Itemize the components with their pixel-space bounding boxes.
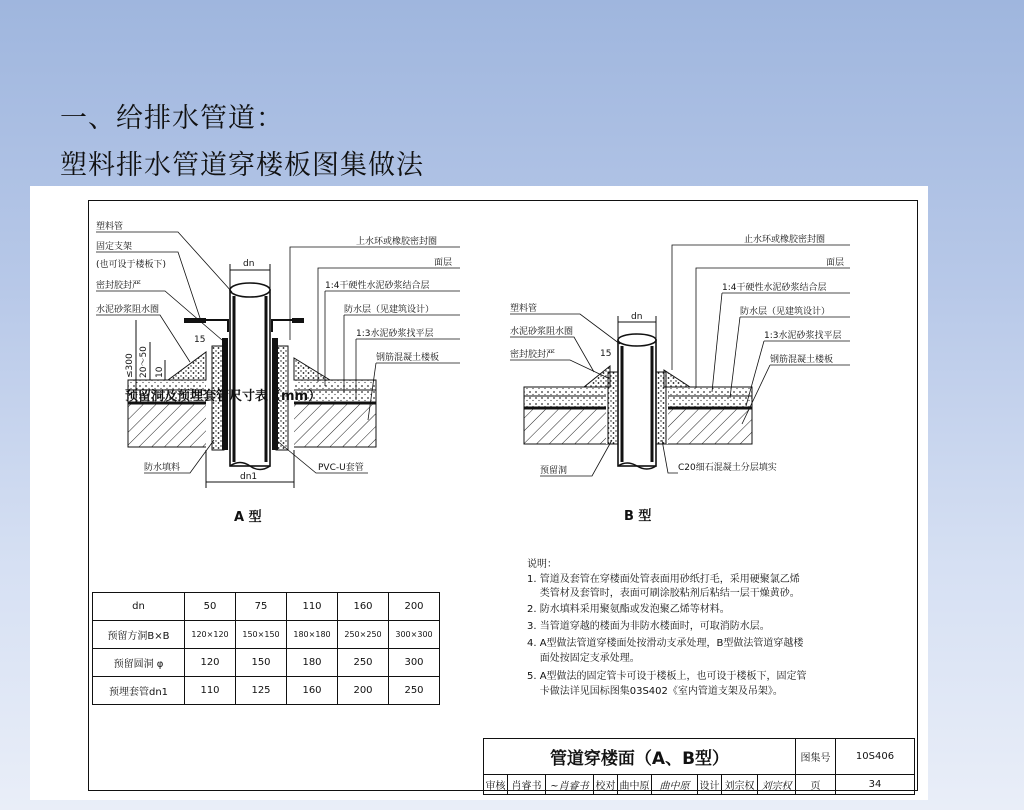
note-line: 2. 防水填料采用聚氨酯或发泡聚乙烯等材料。	[527, 604, 730, 615]
dim-dn-b: dn	[631, 312, 643, 322]
designer-name: 刘宗权	[722, 774, 758, 794]
dim-300: ≤300	[125, 353, 135, 378]
notes-heading: 说明：	[527, 559, 557, 570]
designer-signature: 刘宗权	[758, 774, 796, 794]
design-label: 设计	[698, 774, 722, 794]
label-b-right-1: 止水环或橡胶密封圈	[744, 235, 826, 245]
table-cell: 250	[338, 649, 389, 677]
dim-10: 10	[155, 366, 165, 378]
heading-line-1: 一、给排水管道：	[60, 103, 284, 134]
note-line: 5. A型做法的固定管卡可设于楼板上，也可设于楼板下，固定管	[527, 671, 807, 682]
label-b-right-2: 面层	[826, 258, 845, 268]
dim-15-a: 15	[194, 335, 206, 345]
label-a-bottom-right: PVC-U套管	[318, 463, 364, 473]
table-cell: 预留方洞B×B	[93, 621, 185, 649]
label-a-left-1: 塑料管	[96, 222, 124, 232]
table-cell: dn	[93, 593, 185, 621]
dim-15-b: 15	[600, 349, 612, 359]
table-header-row	[93, 593, 440, 621]
drawing-title: 管道穿楼面（A、B型）	[484, 739, 796, 774]
table-cell: 180×180	[287, 621, 338, 649]
label-b-right-6: 钢筋混凝土楼板	[770, 355, 834, 365]
size-table-title: 预留洞及预埋套管尺寸表（mm）	[125, 389, 322, 404]
table-cell: 120×120	[185, 621, 236, 649]
table-cell: 120	[185, 649, 236, 677]
note-line: 面处按固定支承处理。	[527, 653, 640, 664]
drawing-b	[510, 233, 850, 524]
note-line: 卡做法详见国标图集03S402《室内管道支架及吊架》。	[527, 686, 783, 697]
label-a-right-4: 防水层（见建筑设计）	[344, 305, 435, 315]
table-cell: 50	[185, 593, 236, 621]
table-cell: 200	[338, 677, 389, 705]
table-row	[93, 621, 440, 649]
table-cell: 250×250	[338, 621, 389, 649]
pipe-a	[230, 290, 270, 466]
label-b-right-3: 1:4干硬性水泥砂浆结合层	[722, 283, 827, 293]
title-block	[483, 738, 915, 795]
label-a-right-2: 面层	[434, 258, 453, 268]
page-label: 页	[796, 774, 836, 794]
atlas-label: 图集号	[796, 739, 836, 774]
review-label: 审核	[484, 774, 508, 794]
checker-name: 曲中原	[618, 774, 652, 794]
label-b-right-4: 防水层（见建筑设计）	[740, 307, 831, 317]
dim-dn-a: dn	[243, 259, 255, 269]
atlas-number: 10S406	[855, 751, 895, 762]
dim-dn1-a: dn1	[240, 472, 258, 482]
label-b-right-5: 1:3水泥砂浆找平层	[764, 331, 842, 341]
table-cell: 150×150	[236, 621, 287, 649]
table-cell: 75	[236, 593, 287, 621]
note-line: 1. 管道及套管在穿楼面处管表面用砂纸打毛，采用硬聚氯乙烯	[527, 574, 800, 585]
pipe-b	[618, 340, 656, 466]
label-b-bottom-right: C20细石混凝土分层填实	[678, 463, 777, 473]
table-cell: 110	[185, 677, 236, 705]
page-number: 34	[868, 778, 882, 790]
label-a-right-5: 1:3水泥砂浆找平层	[356, 329, 434, 339]
type-b-label: B 型	[624, 509, 652, 524]
checker-signature: 曲中原	[652, 774, 698, 794]
reviewer-name: 肖睿书	[508, 774, 546, 794]
table-cell: 160	[338, 593, 389, 621]
table-cell: 180	[287, 649, 338, 677]
table-cell: 150	[236, 649, 287, 677]
dim-20-50: 20～50	[139, 346, 149, 378]
table-cell: 250	[389, 677, 440, 705]
drawing-a	[96, 220, 460, 525]
label-a-left-2: 固定支架	[96, 242, 133, 252]
type-a-label: A 型	[234, 510, 262, 525]
check-label: 校对	[594, 774, 618, 794]
label-b-left-2: 水泥砂浆阻水圈	[510, 327, 574, 337]
reviewer-signature: ~肖睿书	[546, 774, 594, 794]
heading-line-2: 塑料排水管道穿楼板图集做法	[60, 150, 424, 181]
table-row	[93, 649, 440, 677]
table-cell: 300	[389, 649, 440, 677]
table-cell: 200	[389, 593, 440, 621]
table-cell: 预留圆洞 φ	[93, 649, 185, 677]
note-line: 类管材及套管时，表面可刷涂胶粘剂后粘结一层干燥黄砂。	[527, 588, 800, 599]
label-a-right-3: 1:4干硬性水泥砂浆结合层	[325, 281, 430, 291]
note-line: 3. 当管道穿越的楼面为非防水楼面时，可取消防水层。	[527, 621, 770, 632]
label-a-right-1: 上水环或橡胶密封圈	[356, 237, 438, 247]
label-a-left-3: (也可设于楼板下)	[96, 260, 167, 270]
label-a-bottom-left: 防水填料	[144, 463, 181, 473]
label-b-left-1: 塑料管	[510, 304, 538, 314]
label-b-left-3: 密封胶封严	[510, 350, 556, 360]
table-cell: 160	[287, 677, 338, 705]
size-table	[92, 592, 440, 705]
table-cell: 预埋套管dn1	[93, 677, 185, 705]
table-cell: 300×300	[389, 621, 440, 649]
table-cell: 110	[287, 593, 338, 621]
label-b-bottom-left: 预留洞	[540, 466, 568, 476]
label-a-left-5: 水泥砂浆阻水圈	[96, 305, 160, 315]
label-a-left-4: 密封胶封严	[96, 281, 142, 291]
note-line: 4. A型做法管道穿楼面处按滑动支承处理，B型做法管道穿越楼	[527, 638, 804, 649]
label-a-right-6: 钢筋混凝土楼板	[376, 353, 440, 363]
table-cell: 125	[236, 677, 287, 705]
table-row	[93, 677, 440, 705]
